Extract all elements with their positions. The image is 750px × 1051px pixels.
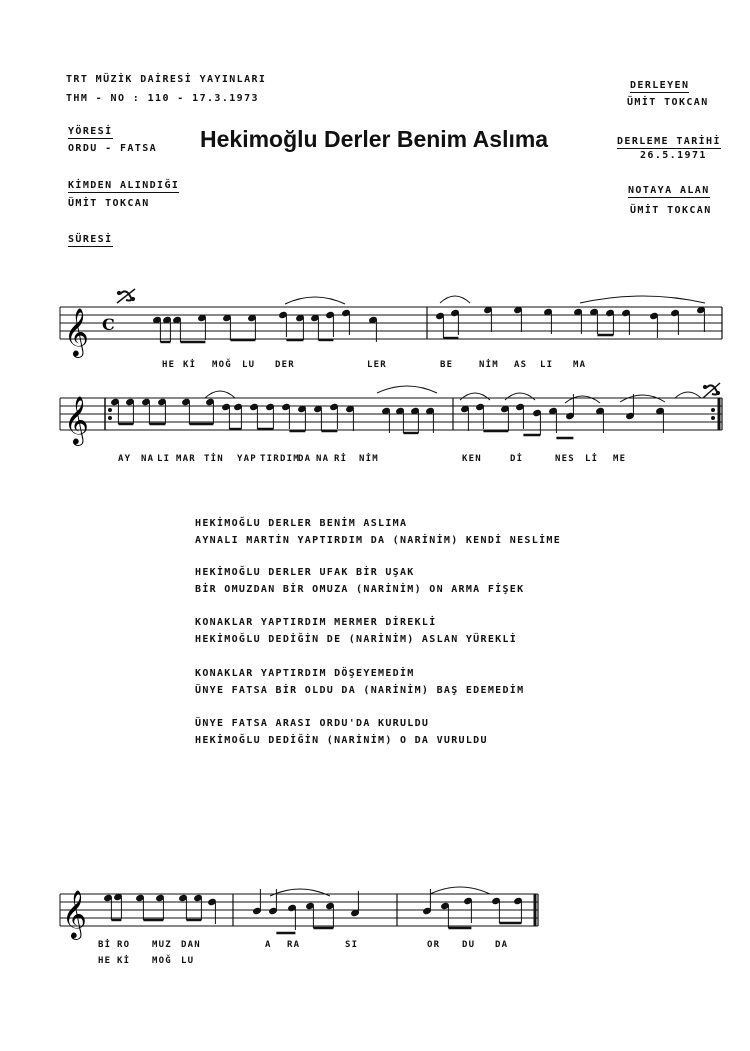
lyric-syllable-staff3-top-6: RA	[287, 940, 301, 950]
notation-label: NOTAYA ALAN	[628, 185, 710, 196]
lyric-syllable-staff2-11: Rİ	[334, 454, 348, 464]
segno-sign-start	[117, 289, 135, 303]
verse-5-line-2: HEKİMOĞLU DEDİĞİN (NARİNİM) O DA VURULDU	[195, 735, 488, 746]
thm-number-line: THM - NO : 110 - 17.3.1973	[66, 93, 259, 104]
song-title: Hekimoğlu Derler Benim Aslıma	[200, 126, 549, 152]
slur	[460, 393, 490, 400]
verse-3-line-1: KONAKLAR YAPTIRDIM MERMER DİREKLİ	[195, 617, 437, 628]
lyric-syllable-staff1-8: NİM	[479, 360, 499, 370]
lyric-syllable-staff2-17: ME	[613, 454, 627, 464]
lyric-syllable-staff3-bottom-4: LU	[181, 956, 195, 966]
lyric-syllable-staff2-6: YAP	[237, 454, 257, 464]
lyric-syllable-staff3-top-9: DU	[462, 940, 476, 950]
verse-5-line-1: ÜNYE FATSA ARASI ORDU'DA KURULDU	[195, 718, 430, 729]
collection-date-value: 26.5.1971	[640, 150, 707, 161]
repeat-dot	[712, 409, 715, 412]
lyric-syllable-staff2-9: DA	[298, 454, 312, 464]
lyric-syllable-staff1-5: DER	[275, 360, 295, 370]
lyric-syllable-staff3-bottom-2: Kİ	[117, 956, 131, 966]
slur	[440, 296, 470, 303]
lyric-syllable-staff3-top-3: MUZ	[152, 940, 172, 950]
lyric-syllable-staff2-16: Lİ	[585, 454, 599, 464]
lyric-syllable-staff3-top-2: RO	[117, 940, 131, 950]
lyric-syllable-staff1-6: LER	[367, 360, 387, 370]
lyric-syllable-staff1-7: BE	[440, 360, 454, 370]
segno-sign-end	[703, 383, 720, 398]
slur	[430, 887, 490, 894]
slur	[580, 296, 705, 303]
lyric-syllable-staff2-15: NES	[555, 454, 575, 464]
treble-clef-2: 𝄞	[64, 395, 89, 444]
lyric-syllable-staff1-11: MA	[573, 360, 587, 370]
lyric-syllable-staff3-top-1: Bİ	[98, 940, 112, 950]
lyric-syllable-staff1-9: AS	[514, 360, 528, 370]
slur	[505, 393, 535, 400]
notation-value: ÜMİT TOKCAN	[630, 205, 712, 216]
lyric-syllable-staff1-3: MOĞ	[212, 360, 232, 370]
treble-clef-1: 𝄞	[64, 307, 89, 356]
verse-2-line-2: BİR OMUZDAN BİR OMUZA (NARİNİM) ON ARMA FİŞEK	[195, 584, 525, 595]
lyric-syllable-staff3-bottom-1: HE	[98, 956, 112, 966]
duration-label: SÜRESİ	[68, 234, 113, 245]
lyric-syllable-staff2-4: MAR	[176, 454, 196, 464]
verse-3-line-2: HEKİMOĞLU DEDİĞİN DE (NARİNİM) ASLAN YÜREKLİ	[195, 634, 518, 645]
verse-4-line-1: KONAKLAR YAPTIRDIM DÖŞEYEMEDİM	[195, 668, 415, 679]
slur	[565, 396, 600, 403]
lyric-syllable-staff1-1: HE	[162, 360, 176, 370]
lyric-syllable-staff2-8: DIM	[280, 454, 300, 464]
verse-1-line-2: AYNALI MARTİN YAPTIRDIM DA (NARİNİM) KENDİ NESLİME	[195, 535, 562, 546]
source-label: KİMDEN ALINDIĞI	[68, 180, 180, 191]
lyric-syllable-staff2-12: NİM	[359, 454, 379, 464]
slur	[285, 297, 345, 304]
fermata	[675, 392, 701, 398]
verse-4-line-2: ÜNYE FATSA BİR OLDU DA (NARİNİM) BAŞ EDEMEDİM	[195, 685, 525, 696]
lyric-syllable-staff3-top-7: SI	[345, 940, 359, 950]
repeat-dot	[712, 417, 715, 420]
lyric-syllable-staff1-2: Kİ	[183, 360, 197, 370]
lyric-syllable-staff3-bottom-3: MOĞ	[152, 956, 172, 966]
lyric-syllable-staff3-top-8: OR	[427, 940, 441, 950]
region-label: YÖRESİ	[68, 126, 113, 137]
lyric-syllable-staff2-5: TİN	[204, 454, 224, 464]
lyric-syllable-staff2-10: NA	[316, 454, 330, 464]
lyric-syllable-staff3-top-4: DAN	[181, 940, 201, 950]
lyric-syllable-staff2-13: KEN	[462, 454, 482, 464]
collector-value: ÜMİT TOKCAN	[627, 97, 709, 108]
region-value: ORDU - FATSA	[68, 143, 158, 154]
repeat-dot	[109, 409, 112, 412]
lyric-syllable-staff2-7: TIR	[260, 454, 280, 464]
treble-clef-3: 𝄞	[62, 889, 87, 938]
common-time-sign: C	[102, 315, 115, 334]
publisher-line: TRT MÜZİK DAİRESİ YAYINLARI	[66, 74, 267, 85]
verse-2-line-1: HEKİMOĞLU DERLER UFAK BİR UŞAK	[195, 567, 415, 578]
lyric-syllable-staff2-14: Dİ	[510, 454, 524, 464]
collection-date-label: DERLEME TARİHİ	[617, 136, 721, 147]
verse-1-line-1: HEKİMOĞLU DERLER BENİM ASLIMA	[195, 518, 408, 529]
lyric-syllable-staff3-top-10: DA	[495, 940, 509, 950]
lyric-syllable-staff1-10: LI	[540, 360, 554, 370]
lyric-syllable-staff2-3: LI	[157, 454, 171, 464]
lyric-syllable-staff3-top-5: A	[265, 940, 272, 950]
lyric-syllable-staff2-2: NA	[141, 454, 155, 464]
slur	[270, 889, 330, 896]
source-value: ÜMİT TOKCAN	[68, 198, 150, 209]
slur	[205, 391, 235, 398]
slur	[377, 386, 437, 393]
lyric-syllable-staff1-4: LU	[242, 360, 256, 370]
repeat-dot	[109, 417, 112, 420]
lyric-syllable-staff2-1: AY	[118, 454, 132, 464]
collector-label: DERLEYEN	[630, 80, 690, 91]
